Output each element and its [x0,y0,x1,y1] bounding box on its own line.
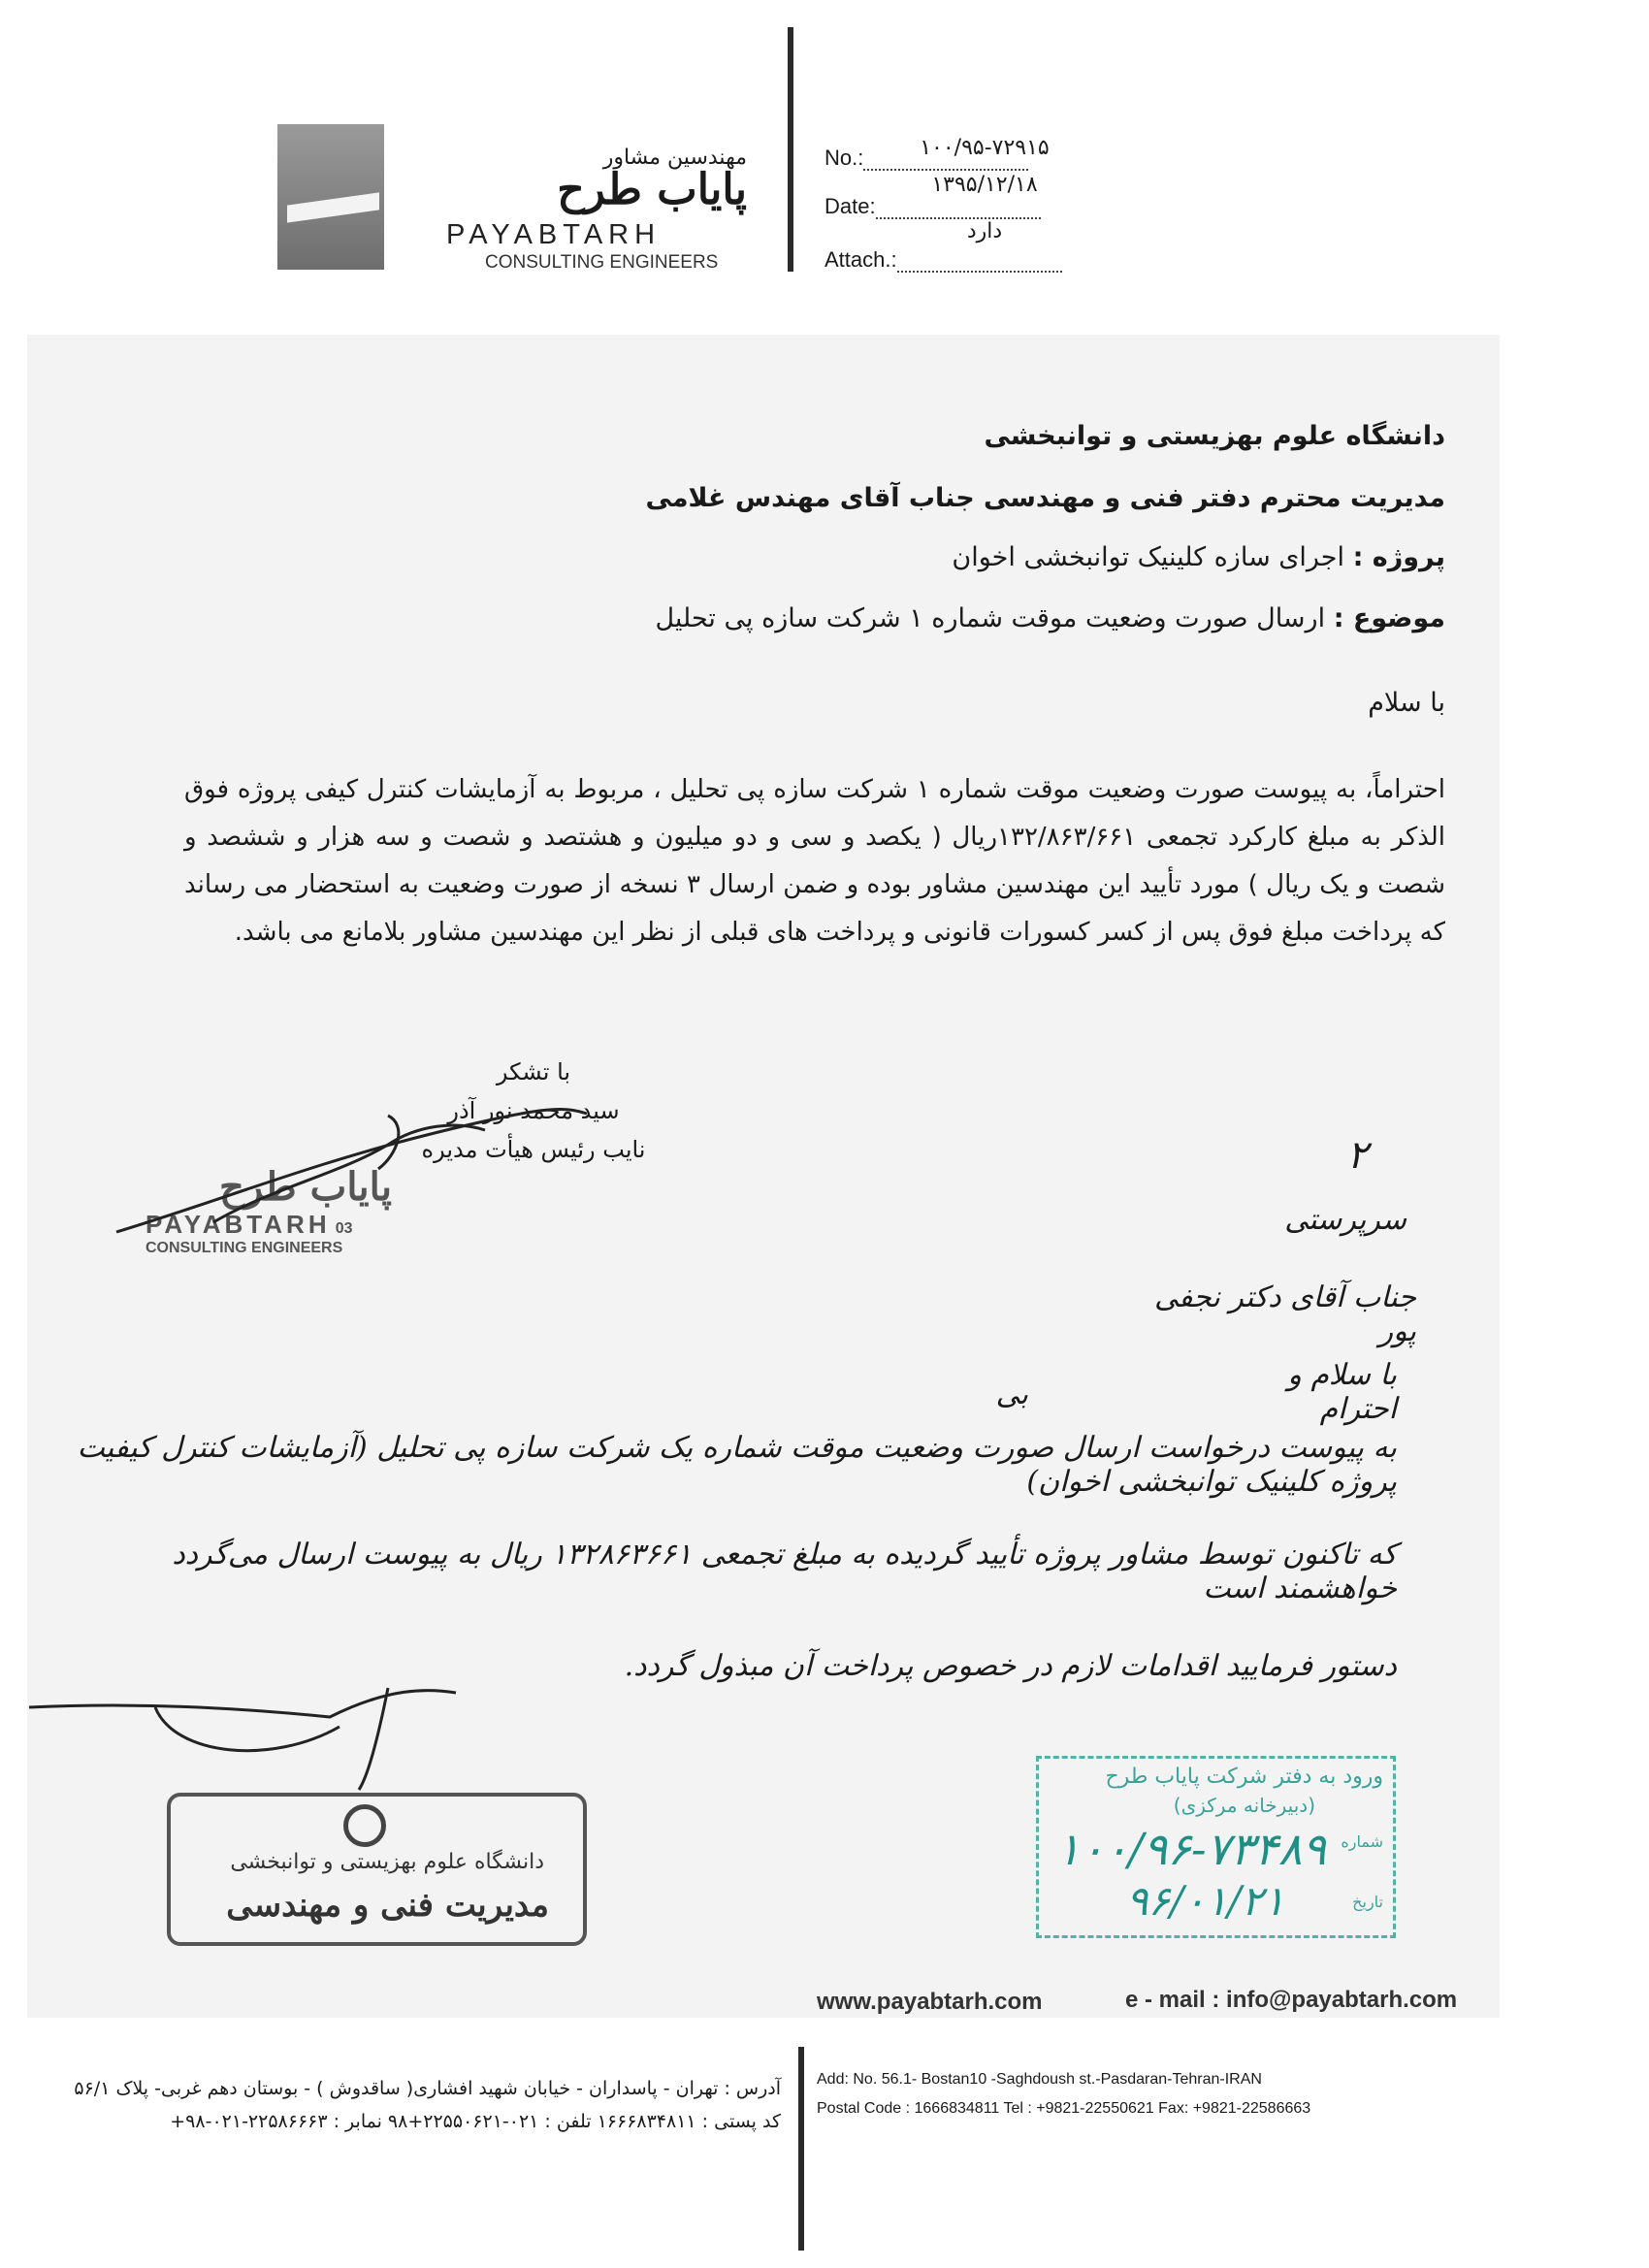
handwriting-h2: سرپرستی [1284,1203,1406,1237]
project-value: اجرای سازه کلینیک توانبخشی اخوان [952,542,1344,572]
project-label: پروژه : [1352,542,1445,572]
meta-date-label: Date: [824,194,876,218]
signature-thanks: با تشکر [496,1058,571,1085]
signature-scribble [97,1096,601,1251]
meta-date-row [824,194,1067,219]
received-stamp-number-label: شماره [1341,1832,1383,1851]
footer-divider [798,2047,804,2251]
handwriting-h4: با سلام و احترام [1287,1358,1397,1426]
brand-en-sub: CONSULTING ENGINEERS [485,252,719,273]
footer-email: e - mail : info@payabtarh.com [1125,1987,1458,2013]
brand-en: PAYABTARH [446,219,662,250]
subject-label: موضوع : [1333,603,1445,633]
letter-body: احتراماً، به پیوست صورت وضعیت موقت شماره ۱ شرکت سازه پی تحلیل ، مربوط به آزمایشات کنترل کیفی پروژه فوق الذکر به مبلغ کارکرد تجمعی ۱۳۲/۸۶۳/۶۶۱ریال ( یکصد و سی و دو میلیون و هشتصد و شصت و سه هزار و ششصد و شصت و یک ریال ) مورد تأیید این مهندسین مشاور بوده و ضمن ارسال ۳ نسخه از صورت وضعیت به استحضار می رساند که پرداخت مبلغ فوق پس از کسر کسورات قانونی و پرداخت های قبلی از نظر این مهندسین مشاور بلامانع می باشد. [184,775,1446,947]
received-stamp-date-label: تاریخ [1352,1893,1383,1911]
meta-dots [876,204,1041,219]
received-stamp-line2: (دبیرخانه مرکزی) [1173,1794,1315,1817]
company-stamp-fa: پایاب طرح [219,1164,392,1210]
handwriting-h5: بی [995,1377,1028,1411]
signature-name: سید محمد نور آذر [447,1097,620,1124]
received-stamp-number: ۱۰۰/۹۶-۷۳۴۸۹ [1056,1823,1327,1875]
university-stamp-line1: دانشگاه علوم بهزیستی و توانبخشی [230,1850,544,1874]
footer-address-fa: آدرس : تهران - پاسداران - خیابان شهید افشاری( ساقدوش ) - بوستان دهم غربی- پلاک ۵۶/۱ [74,2078,781,2099]
subject-line [194,599,1445,638]
university-stamp-line2: مدیریت فنی و مهندسی [226,1886,549,1925]
greeting: با سلام [1368,688,1445,718]
received-stamp [1036,1756,1396,1938]
meta-date-value: ۱۳۹۵/۱۲/۱۸ [931,173,1038,197]
subject-value: ارسال صورت وضعیت موقت شماره ۱ شرکت سازه پی تحلیل [655,603,1326,633]
recipient: دانشگاه علوم بهزیستی و توانبخشی [984,421,1445,451]
handwriting-signature [19,1649,485,1795]
meta-dots [897,257,1062,273]
received-stamp-line1: ورود به دفتر شرکت پایاب طرح [1105,1765,1383,1789]
footer-address-en: Add: No. 56.1- Bostan10 -Saghdoush st.-Pasdaran-Tehran-IRAN [817,2071,1262,2088]
meta-attach-row [824,247,1067,273]
project-line [194,538,1445,577]
header-divider [788,27,793,272]
brand-fa-small: مهندسین مشاور [602,146,747,170]
handwriting-h7: که تاکنون توسط مشاور پروژه تأیید گردیده به مبلغ تجمعی ۱۳۲۸۶۳۶۶۱ ریال به پیوست ارسال می‌گردد خواهشمند است [172,1538,1397,1605]
meta-no-label: No.: [824,146,864,170]
handwriting-h1: ۲ [1346,1133,1368,1178]
received-stamp-date: ۹۶/۰۱/۲۱ [1126,1877,1285,1925]
handwriting-h6: به پیوست درخواست ارسال صورت وضعیت موقت شماره یک شرکت سازه پی تحلیل (آزمایشات کنترل کیفیت پروژه کلینیک توانبخشی اخوان) [77,1431,1397,1499]
brand-fa: پایاب طرح [557,165,747,214]
meta-no-value: ۱۰۰/۹۵-۷۲۹۱۵ [920,136,1050,160]
footer-postal-en: Postal Code : 1666834811 Tel : +9821-22550621 Fax: +9821-22586663 [817,2100,1311,2117]
university-logo-icon [343,1804,386,1847]
handwriting-h3: جناب آقای دکتر نجفی پور [1153,1280,1416,1348]
company-stamp-num: 03 [335,1220,353,1237]
company-stamp-en-sub: CONSULTING ENGINEERS [146,1240,343,1256]
footer-postal-fa: کد پستی : ۱۶۶۶۸۳۴۸۱۱ تلفن : ۰۲۱-۲۲۵۵۰۶۲۱+۹۸ نمابر : ۲۲۵۸۶۶۶۳-۰۲۱-۹۸+ [170,2111,781,2132]
footer-website: www.payabtarh.com [817,1989,1043,2015]
company-stamp-en: PAYABTARH [146,1210,331,1239]
recipient-line2: مدیریت محترم دفتر فنی و مهندسی جناب آقای مهندس غلامی [645,483,1445,513]
meta-attach-label: Attach.: [824,247,897,272]
handwriting-h8: دستور فرمایید اقدامات لازم در خصوص پرداخت آن مبذول گردد. [624,1649,1397,1683]
university-stamp [167,1793,587,1946]
signature-title: نایب رئیس هیأت مدیره [421,1136,646,1163]
meta-attach-value: دارد [966,219,1003,243]
